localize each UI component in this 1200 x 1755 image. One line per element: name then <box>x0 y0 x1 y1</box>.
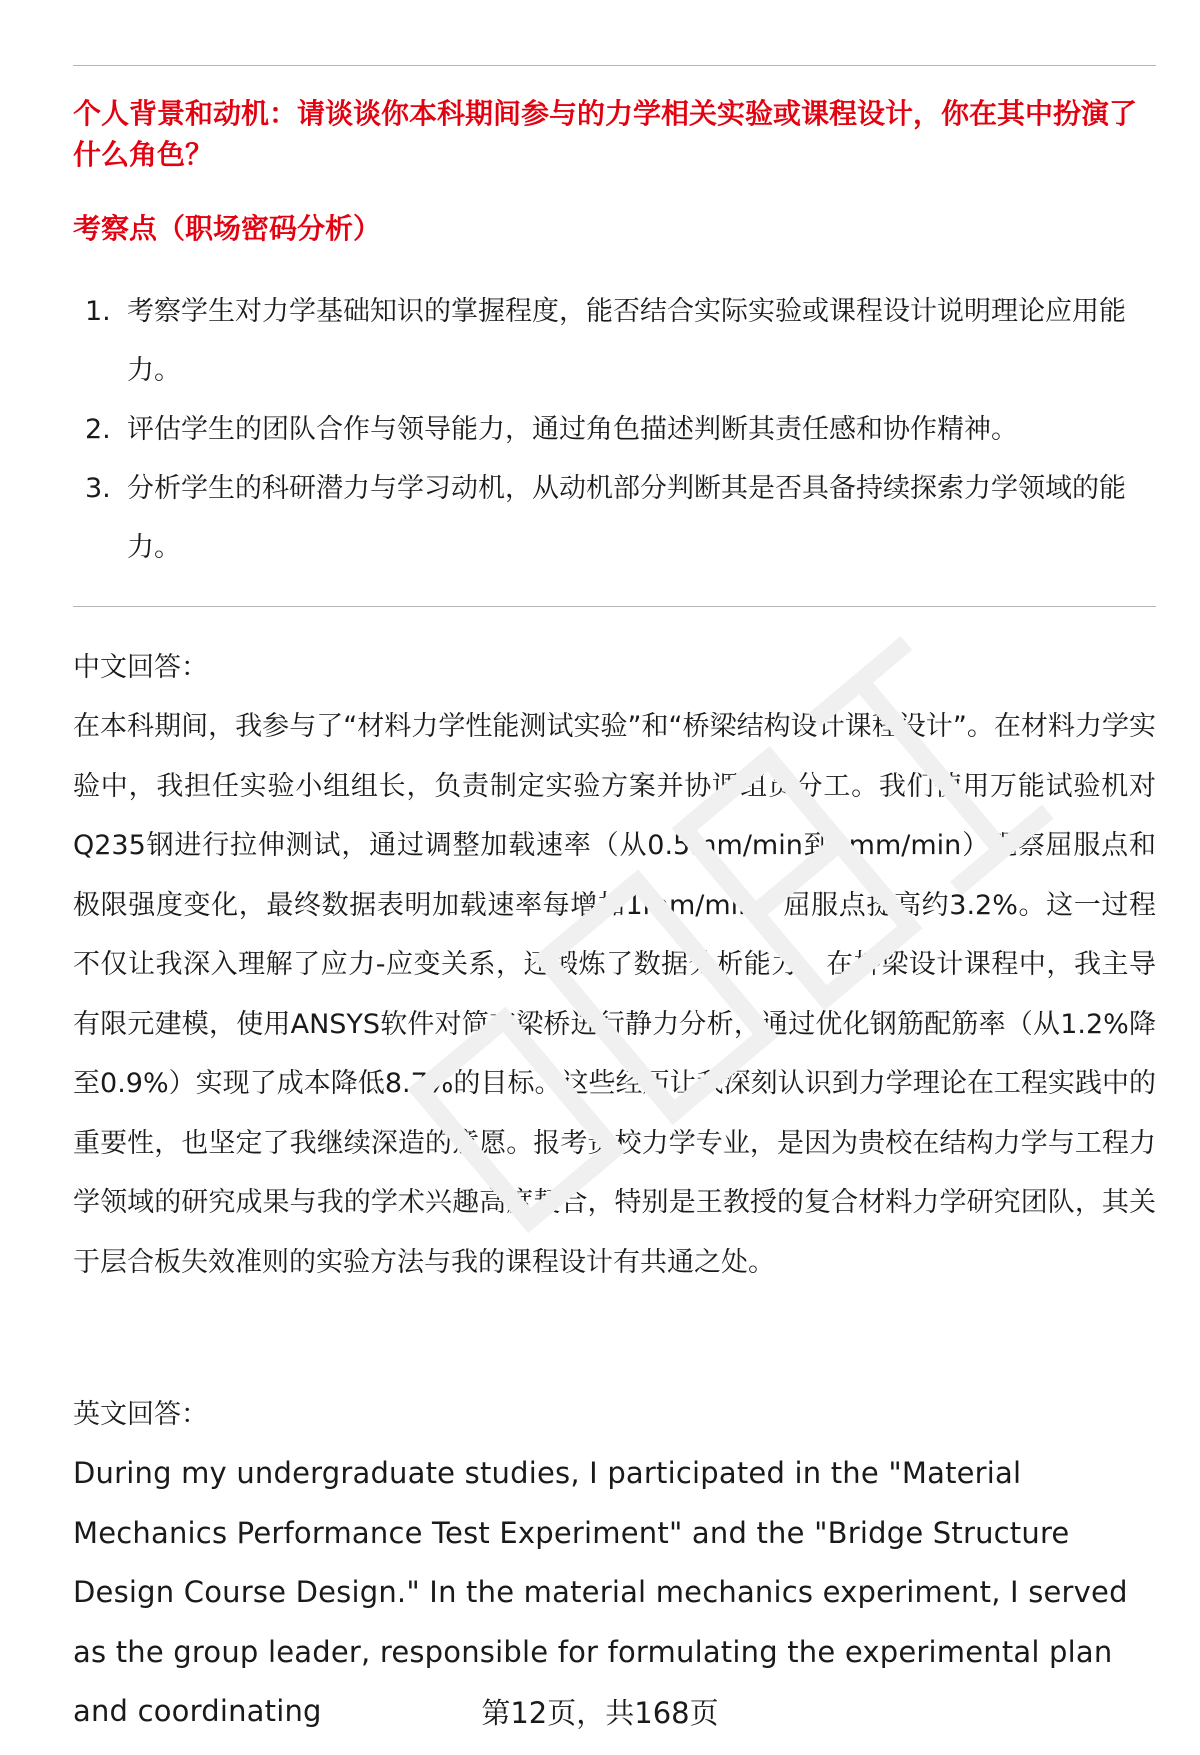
list-item-text: 考察学生对力学基础知识的掌握程度，能否结合实际实验或课程设计说明理论应用能力。 <box>127 296 1126 386</box>
list-item-text: 评估学生的团队合作与领导能力，通过角色描述判断其责任感和协作精神。 <box>127 414 1018 445</box>
list-item-number: 1. <box>85 296 111 327</box>
document-page <box>73 0 1156 1755</box>
focus-heading: 考察点（职场密码分析） <box>73 212 382 245</box>
list-item-text: 分析学生的科研潜力与学习动机，从动机部分判断其是否具备持续探索力学领域的能力。 <box>127 473 1126 563</box>
question-heading: 个人背景和动机：请谈谈你本科期间参与的力学相关实验或课程设计，你在其中扮演了什么角色？ <box>73 97 1138 171</box>
chinese-answer-label: 中文回答： <box>73 652 208 683</box>
focus-list <box>73 282 1156 577</box>
list-item <box>73 400 1156 459</box>
page-number-footer: 第12页，共168页 <box>481 1696 719 1730</box>
list-item-number: 2. <box>85 414 111 445</box>
list-item-number: 3. <box>85 473 111 504</box>
list-item <box>73 459 1156 577</box>
top-divider <box>73 65 1156 66</box>
english-answer-text: During my undergraduate studies, I participated in the "Material Mechanics Performance Test Experiment" and the "Bridge Structure Design Course Design." In the material mechanics experiment, I served as the group leader, responsible for formulating the experimental plan and coordinating <box>73 1456 1128 1728</box>
chinese-answer-text: 在本科期间，我参与了“材料力学性能测试实验”和“桥梁结构设计课程设计”。在材料力学实验中，我担任实验小组组长，负责制定实验方案并协调组员分工。我们使用万能试验机对Q235钢进行拉伸测试，通过调整加载速率（从0.5mm/min到2mm/min）观察屈服点和极限强度变化，最终数据表明加载速率每增加1mm/min，屈服点提高约3.2%。这一过程不仅让我深入理解了应力-应变关系，还锻炼了数据分析能力。在桥梁设计课程中，我主导有限元建模，使用ANSYS软件对简支梁桥进行静力分析，通过优化钢筋配筋率（从1.2%降至0.9%）实现了成本降低8.7%的目标。这些经历让我深刻认识到力学理论在工程实践中的重要性，也坚定了我继续深造的意愿。报考贵校力学专业，是因为贵校在结构力学与工程力学领域的研究成果与我的学术兴趣高度契合，特别是王教授的复合材料力学研究团队，其关于层合板失效准则的实验方法与我的课程设计有共通之处。 <box>73 711 1156 1278</box>
english-answer-label: 英文回答： <box>73 1399 208 1430</box>
list-item <box>73 282 1156 400</box>
section-divider <box>73 606 1156 607</box>
